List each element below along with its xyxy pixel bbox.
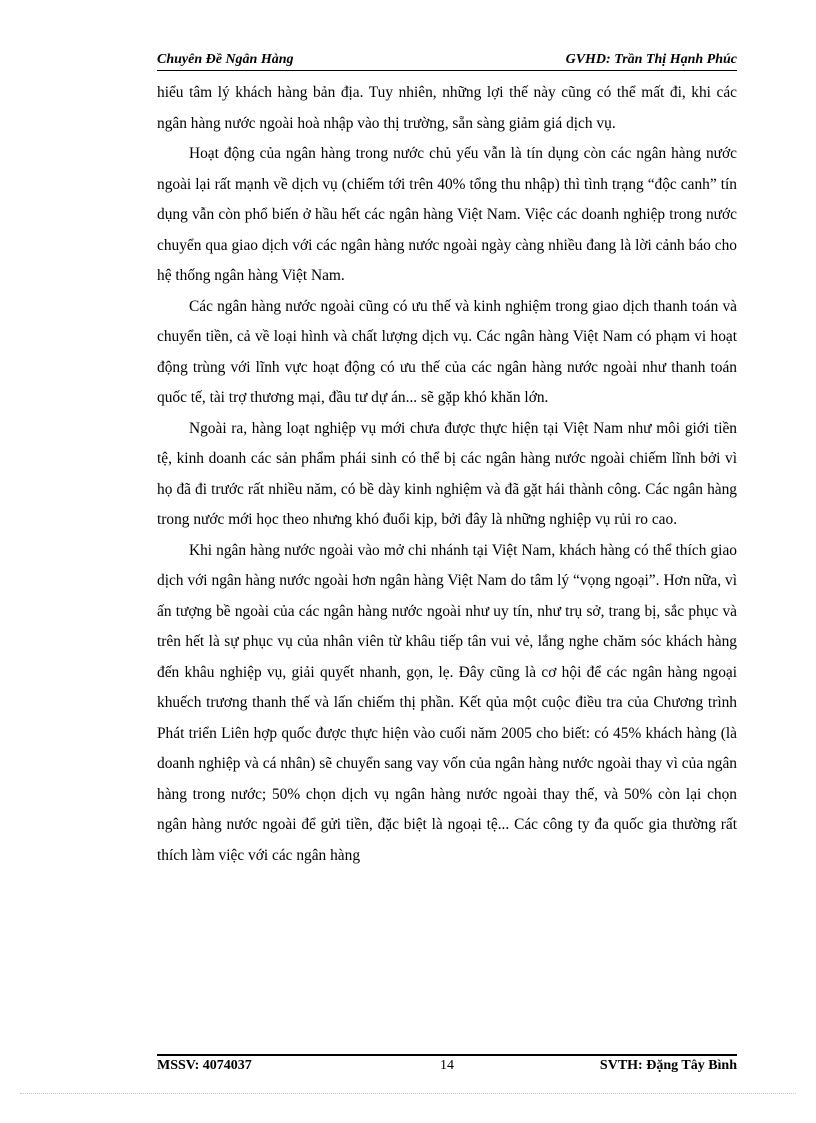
footer-student-name: SVTH: Đặng Tây Bình <box>599 1058 737 1073</box>
paragraph: Khi ngân hàng nước ngoài vào mở chi nhánh tại Việt Nam, khách hàng có thể thích giao dịch với ngân hàng nước ngoài hơn ngân hàng Việt Nam do tâm lý “vọng ngoại”. Hơn nữa, vì ấn tượng bề ngoài của các ngân hàng nước ngoài như uy tín, như trụ sở, trang bị, sắc phục và trên hết là sự phục vụ của nhân viên từ khâu tiếp tân vui vẻ, lắng nghe chăm sóc khách hàng đến khâu nghiệp vụ, giải quyết nhanh, gọn, lẹ. Đây cũng là cơ hội để các ngân hàng ngoại khuếch trương thanh thế và lấn chiếm thị phần. Kết qủa một cuộc điều tra của Chương trình Phát triển Liên hợp quốc được thực hiện vào cuối năm 2005 cho biết: có 45% khách hàng (là doanh nghiệp và cá nhân) sẽ chuyển sang vay vốn của ngân hàng nước ngoài thay vì của ngân hàng trong nước; 50% chọn dịch vụ ngân hàng nước ngoài thay thế, và 50% còn lại chọn ngân hàng nước ngoài để gửi tiền, đặc biệt là ngoại tệ... Các công ty đa quốc gia thường rất thích làm việc với các ngân hàng <box>157 541 737 864</box>
paragraph: Ngoài ra, hàng loạt nghiệp vụ mới chưa được thực hiện tại Việt Nam như môi giới tiền tệ, kinh doanh các sản phẩm phái sinh có thể bị các ngân hàng nước ngoài chiếm lĩnh bởi vì họ đã đi trước rất nhiều năm, có bề dày kinh nghiệm và đã gặt hái thành công. Các ngân hàng trong nước mới học theo nhưng khó đuổi kịp, bởi đây là những nghiệp vụ rủi ro cao. <box>157 419 737 528</box>
page-header <box>157 50 737 71</box>
page-divider <box>20 1093 796 1094</box>
header-advisor: GVHD: Trần Thị Hạnh Phúc <box>565 52 737 67</box>
page-footer <box>157 1054 737 1078</box>
paragraph: hiểu tâm lý khách hàng bản địa. Tuy nhiên, những lợi thế này cũng có thể mất đi, khi các ngân hàng nước ngoài hoà nhập vào thị trường, sẵn sàng giảm giá dịch vụ. <box>157 84 737 132</box>
footer-student-id: MSSV: 4074037 <box>157 1058 252 1073</box>
paragraph: Các ngân hàng nước ngoài cũng có ưu thế và kinh nghiệm trong giao dịch thanh toán và chuyển tiền, cả về loại hình và chất lượng dịch vụ. Các ngân hàng Việt Nam có phạm vi hoạt động trùng với lĩnh vực hoạt động có ưu thế của các ngân hàng nước ngoài như thanh toán quốc tế, tài trợ thương mại, đầu tư dự án... sẽ gặp khó khăn lớn. <box>157 297 737 406</box>
header-title: Chuyên Đề Ngân Hàng <box>157 52 294 67</box>
paragraph: Hoạt động của ngân hàng trong nước chủ yếu vẫn là tín dụng còn các ngân hàng nước ngoài lại rất mạnh về dịch vụ (chiếm tới trên 40% tổng thu nhập) thì tình trạng “độc canh” tín dụng vẫn còn phổ biến ở hầu hết các ngân hàng Việt Nam. Việc các doanh nghiệp trong nước chuyển qua giao dịch với các ngân hàng nước ngoài ngày càng nhiều đang là lời cảnh báo cho hệ thống ngân hàng Việt Nam. <box>157 145 737 284</box>
page-number: 14 <box>440 1058 454 1073</box>
body-text <box>157 78 737 871</box>
